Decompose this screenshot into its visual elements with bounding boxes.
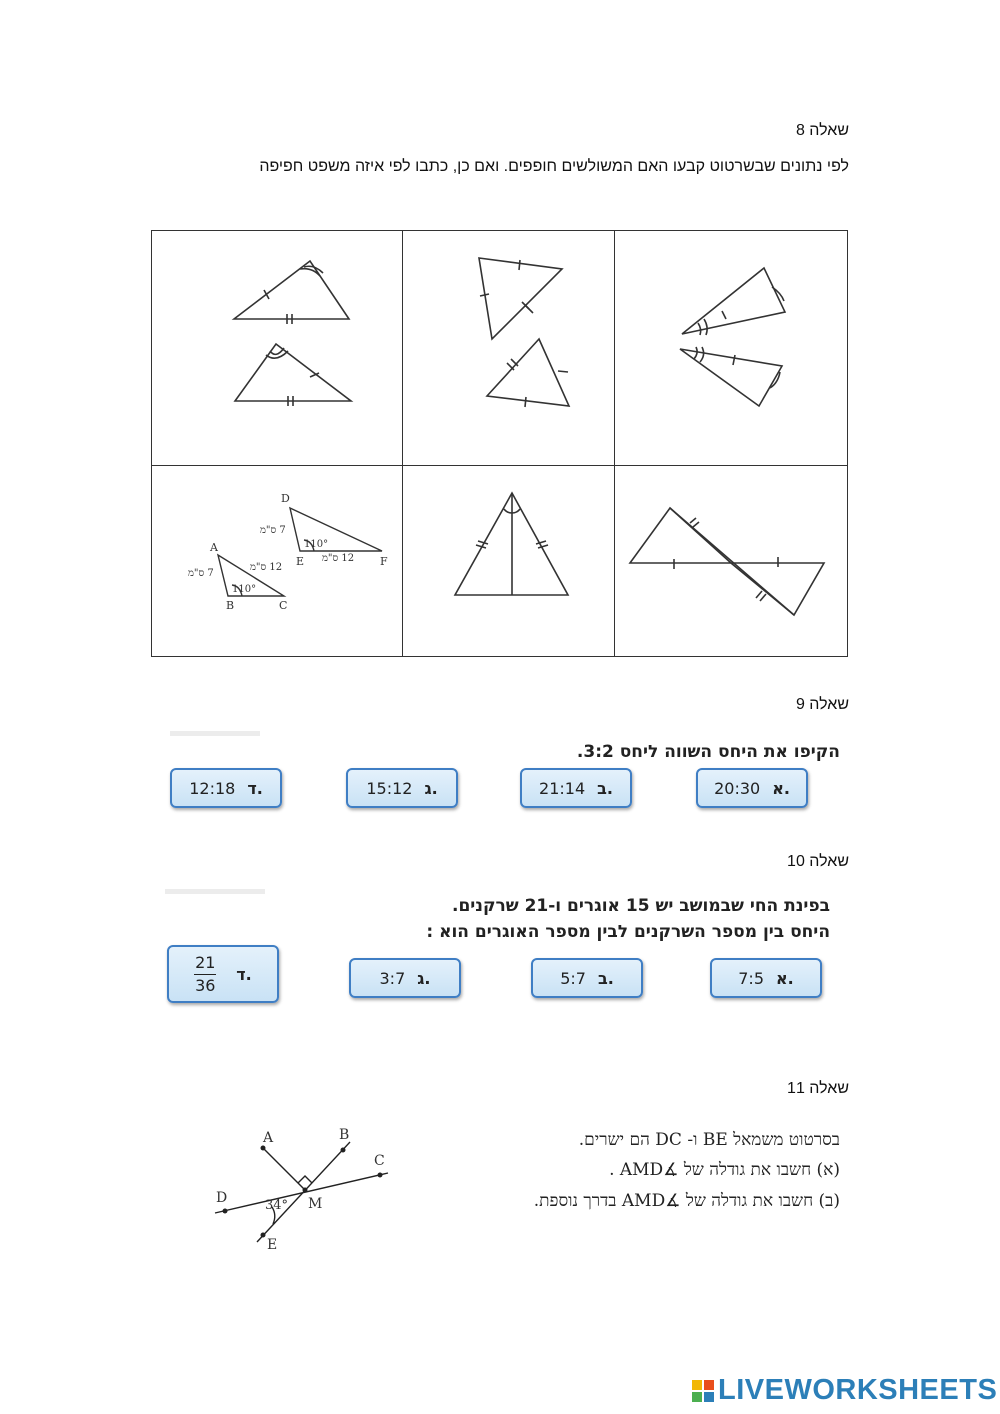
choice-letter: ב. — [597, 778, 613, 798]
choice-letter: ד. — [236, 964, 252, 984]
point-label-b: B — [339, 1127, 350, 1143]
logo-square — [704, 1392, 714, 1402]
logo-square — [692, 1392, 702, 1402]
q8-title: שאלה 8 — [795, 122, 849, 139]
vertex-label: E — [296, 555, 305, 568]
point-label-m: M — [308, 1196, 323, 1212]
numerator: 21 — [195, 952, 216, 972]
q11-line3: (ב) חשבו את גודלה של ∡AMD בדרך נוספת. — [533, 1191, 840, 1211]
cell-sss-pair — [402, 231, 614, 465]
side-label: 7 ס"מ — [188, 568, 214, 579]
cell-isosceles-split — [402, 465, 614, 656]
q10-choice-d[interactable] — [167, 945, 279, 1003]
triangles-grid — [151, 230, 848, 657]
point-label-a: A — [263, 1130, 274, 1146]
choice-letter: ג. — [417, 968, 431, 988]
logo-square — [692, 1380, 702, 1390]
triangle-pair-diagram — [614, 465, 847, 656]
choice-letter: ב. — [597, 968, 614, 988]
q10-choice-a[interactable] — [710, 958, 822, 998]
fraction-bar — [194, 974, 216, 975]
choice-value: 7:5 — [738, 968, 764, 988]
choice-letter: א. — [776, 968, 794, 988]
choice-letter: א. — [772, 778, 790, 798]
denominator: 36 — [195, 975, 216, 995]
angle-diagram — [205, 1122, 405, 1262]
q11-title: שאלה 11 — [787, 1080, 849, 1097]
q9-choice-b[interactable] — [520, 768, 632, 808]
q10-title: שאלה 10 — [787, 853, 849, 870]
q8-text: לפי נתונים שבשרטוט קבעו האם המשולשים חופפים. ואם כן, כתבו לפי איזה משפט חפיפה — [259, 158, 849, 175]
choice-letter: ג. — [424, 778, 438, 798]
liveworksheets-logo[interactable] — [692, 1374, 997, 1407]
cell-sas-pair — [152, 231, 402, 465]
choice-letter: ד. — [247, 778, 263, 798]
choice-value: 12:18 — [189, 778, 236, 798]
angle-label: 34° — [265, 1198, 289, 1213]
q11-line2: (א) חשבו את גודלה של ∡AMD . — [609, 1160, 840, 1180]
q9-stem: הקיפו את היחס השווה ליחס 3:2. — [576, 742, 840, 762]
choice-value: 20:30 — [714, 778, 761, 798]
lines-diagram — [205, 1122, 405, 1262]
vertex-label: A — [210, 541, 218, 554]
cell-labeled-pair — [152, 465, 402, 656]
triangle-pair-diagram — [152, 231, 402, 465]
triangle-pair-diagram — [402, 231, 614, 465]
q10-choice-b[interactable] — [531, 958, 643, 998]
q9-choice-c[interactable] — [346, 768, 458, 808]
triangle-pair-diagram — [614, 231, 847, 465]
choice-value: 5:7 — [560, 968, 586, 988]
cell-asa-pair — [614, 231, 847, 465]
q10-choice-c[interactable] — [349, 958, 461, 998]
logo-text: LIVEWORKSHEETS — [718, 1374, 998, 1406]
logo-square — [704, 1380, 714, 1390]
vertex-label: F — [380, 555, 388, 568]
angle-label: 110° — [304, 539, 329, 550]
side-label: 7 ס"מ — [260, 525, 286, 536]
q9-choice-d[interactable] — [170, 768, 282, 808]
faint-strip — [170, 731, 260, 736]
logo-icon — [692, 1380, 714, 1402]
angle-label: 110° — [232, 584, 257, 595]
choice-value: 3:7 — [379, 968, 406, 988]
q11-line1: בסרטוט משמאל BE ו- DC הם ישרים. — [578, 1130, 840, 1150]
triangle-pair-diagram — [152, 465, 402, 656]
cell-crossing-pair — [614, 465, 847, 656]
side-label: 12 ס"מ — [250, 562, 283, 573]
q10-stem-line2: היחס בין מספר השרקנים לבין מספר האוגרים הוא : — [426, 922, 830, 942]
fraction — [194, 954, 216, 994]
triangle-pair-diagram — [402, 465, 614, 656]
faint-strip — [165, 889, 265, 894]
choice-value: 15:12 — [366, 778, 413, 798]
choice-value: 21:14 — [539, 778, 586, 798]
point-label-c: C — [374, 1153, 385, 1169]
vertex-label: B — [226, 599, 235, 612]
q10-stem-line1: בפינת החי שבמושב יש 15 אוגרים ו-21 שרקנים. — [451, 896, 830, 916]
q9-choice-a[interactable] — [696, 768, 808, 808]
point-label-e: E — [267, 1237, 278, 1253]
side-label: 12 ס"מ — [322, 553, 355, 564]
point-label-d: D — [216, 1190, 228, 1206]
vertex-label: C — [279, 599, 288, 612]
q9-title: שאלה 9 — [795, 696, 849, 713]
vertex-label: D — [281, 492, 290, 505]
